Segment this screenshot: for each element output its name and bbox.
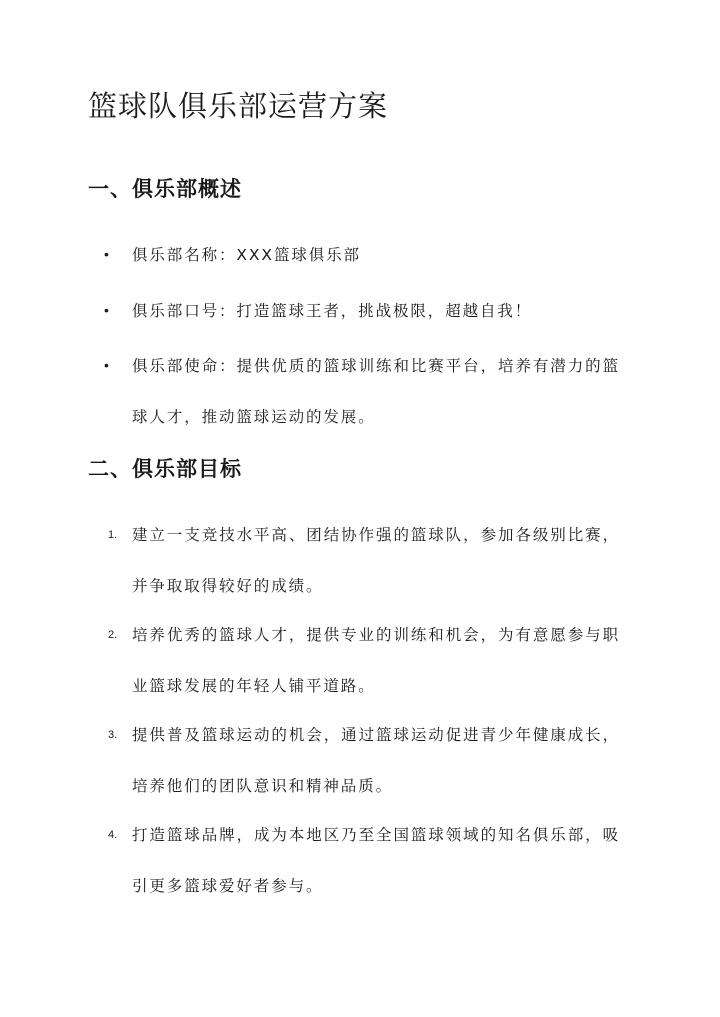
number-marker: 1. <box>108 529 118 541</box>
number-marker: 3. <box>108 729 118 741</box>
list-item-text: 建立一支竞技水平高、团结协作强的篮球队，参加各级别比赛，并争取取得较好的成绩。 <box>132 526 620 595</box>
list-item-text: 打造篮球品牌，成为本地区乃至全国篮球领域的知名俱乐部，吸引更多篮球爱好者参与。 <box>132 826 620 895</box>
number-marker: 2. <box>108 629 118 641</box>
bullet-marker: • <box>104 302 109 318</box>
list-item-text: 俱乐部口号：打造篮球王者，挑战极限，超越自我！ <box>132 302 533 320</box>
document-title: 篮球队俱乐部运营方案 <box>88 89 389 123</box>
section-heading-overview: 一、俱乐部概述 <box>88 177 242 201</box>
section-heading-goals: 二、俱乐部目标 <box>88 457 242 481</box>
list-item-text: 培养优秀的篮球人才，提供专业的训练和机会，为有意愿参与职业篮球发展的年轻人铺平道路。 <box>132 626 620 695</box>
list-item-text: 俱乐部名称：XXX篮球俱乐部 <box>132 246 361 264</box>
bullet-marker: • <box>104 246 109 262</box>
bullet-marker: • <box>104 357 109 373</box>
list-item-text: 俱乐部使命：提供优质的篮球训练和比赛平台，培养有潜力的篮球人才，推动篮球运动的发展。 <box>132 357 620 426</box>
number-marker: 4. <box>108 829 118 841</box>
list-item-text: 提供普及篮球运动的机会，通过篮球运动促进青少年健康成长，培养他们的团队意识和精神品质。 <box>132 726 620 795</box>
